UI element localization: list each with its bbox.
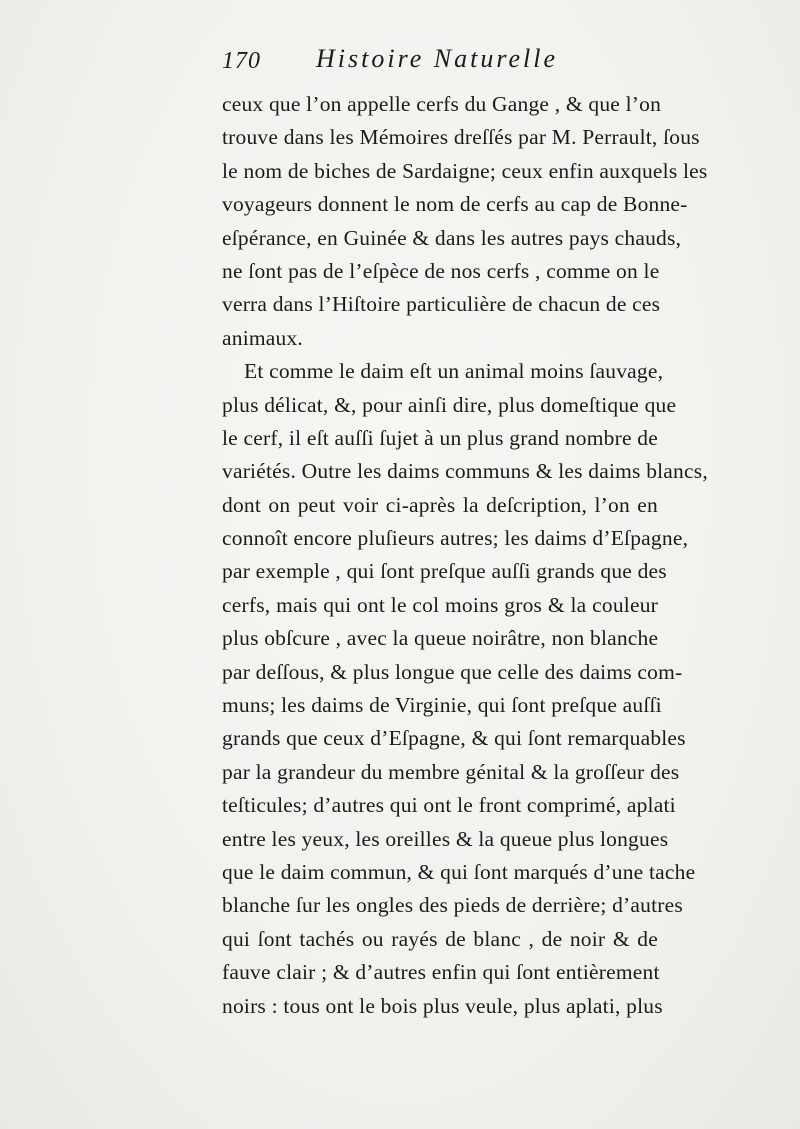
text-line: muns; les daims de Virginie, qui ſont preſque auſſi — [222, 693, 662, 718]
running-title: Histoire Naturelle — [316, 44, 559, 73]
text-line: par la grandeur du membre génital & la groſſeur des — [222, 759, 680, 784]
text-line: fauve clair ; & d’autres enfin qui ſont entièrement — [222, 960, 660, 985]
text-line: eſpérance, en Guinée & dans les autres pays chauds, — [222, 225, 682, 250]
text-line: blanche ſur les ongles des pieds de derrière; d’autres — [222, 893, 683, 918]
text-line: par deſſous, & plus longue que celle des daims com- — [222, 659, 683, 684]
text-line: noirs : tous ont le bois plus veule, plus aplati, plus — [222, 993, 663, 1018]
text-line: animaux. — [222, 325, 304, 350]
text-line: grands que ceux d’Eſpagne, & qui ſont remarquables — [222, 726, 686, 751]
text-line: trouve dans les Mémoires dreſſés par M. Perrault, ſous — [222, 125, 700, 150]
text-line: connoît encore pluſieurs autres; les daims d’Eſpagne, — [222, 526, 689, 551]
text-line: plus délicat, &, pour ainſi dire, plus domeſtique que — [222, 392, 677, 417]
text-line: teſticules; d’autres qui ont le front comprimé, aplati — [222, 793, 676, 818]
paragraph-start-line: Et comme le daim eſt un animal moins ſauvage, — [244, 359, 664, 384]
text-line: ne ſont pas de l’eſpèce de nos cerfs , comme on le — [222, 258, 660, 283]
text-line: entre les yeux, les oreilles & la queue plus longues — [222, 826, 669, 851]
text-line: variétés. Outre les daims communs & les daims blancs, — [222, 459, 708, 484]
page-header — [222, 44, 662, 84]
text-line: par exemple , qui ſont preſque auſſi grands que des — [222, 559, 667, 584]
text-line: ceux que l’on appelle cerfs du Gange , & que l’on — [222, 92, 662, 116]
text-line: verra dans l’Hiſtoire particulière de chacun de ces — [222, 292, 661, 317]
text-line: cerfs, mais qui ont le col moins gros & la couleur — [222, 592, 658, 617]
text-line: que le daim commun, & qui ſont marqués d’une tache — [222, 859, 696, 884]
body-text — [222, 88, 708, 1023]
text-line: qui ſont tachés ou rayés de blanc , de noir & de — [222, 926, 658, 951]
text-line: le cerf, il eſt auſſi ſujet à un plus grand nombre de — [222, 425, 658, 450]
text-line: le nom de biches de Sardaigne; ceux enfin auxquels les — [222, 158, 708, 183]
text-line: plus obſcure , avec la queue noirâtre, non blanche — [222, 626, 659, 651]
text-line: dont on peut voir ci-après la deſcription, l’on en — [222, 492, 658, 517]
text-line: voyageurs donnent le nom de cerfs au cap de Bonne- — [222, 192, 688, 217]
page-number: 170 — [222, 48, 261, 74]
